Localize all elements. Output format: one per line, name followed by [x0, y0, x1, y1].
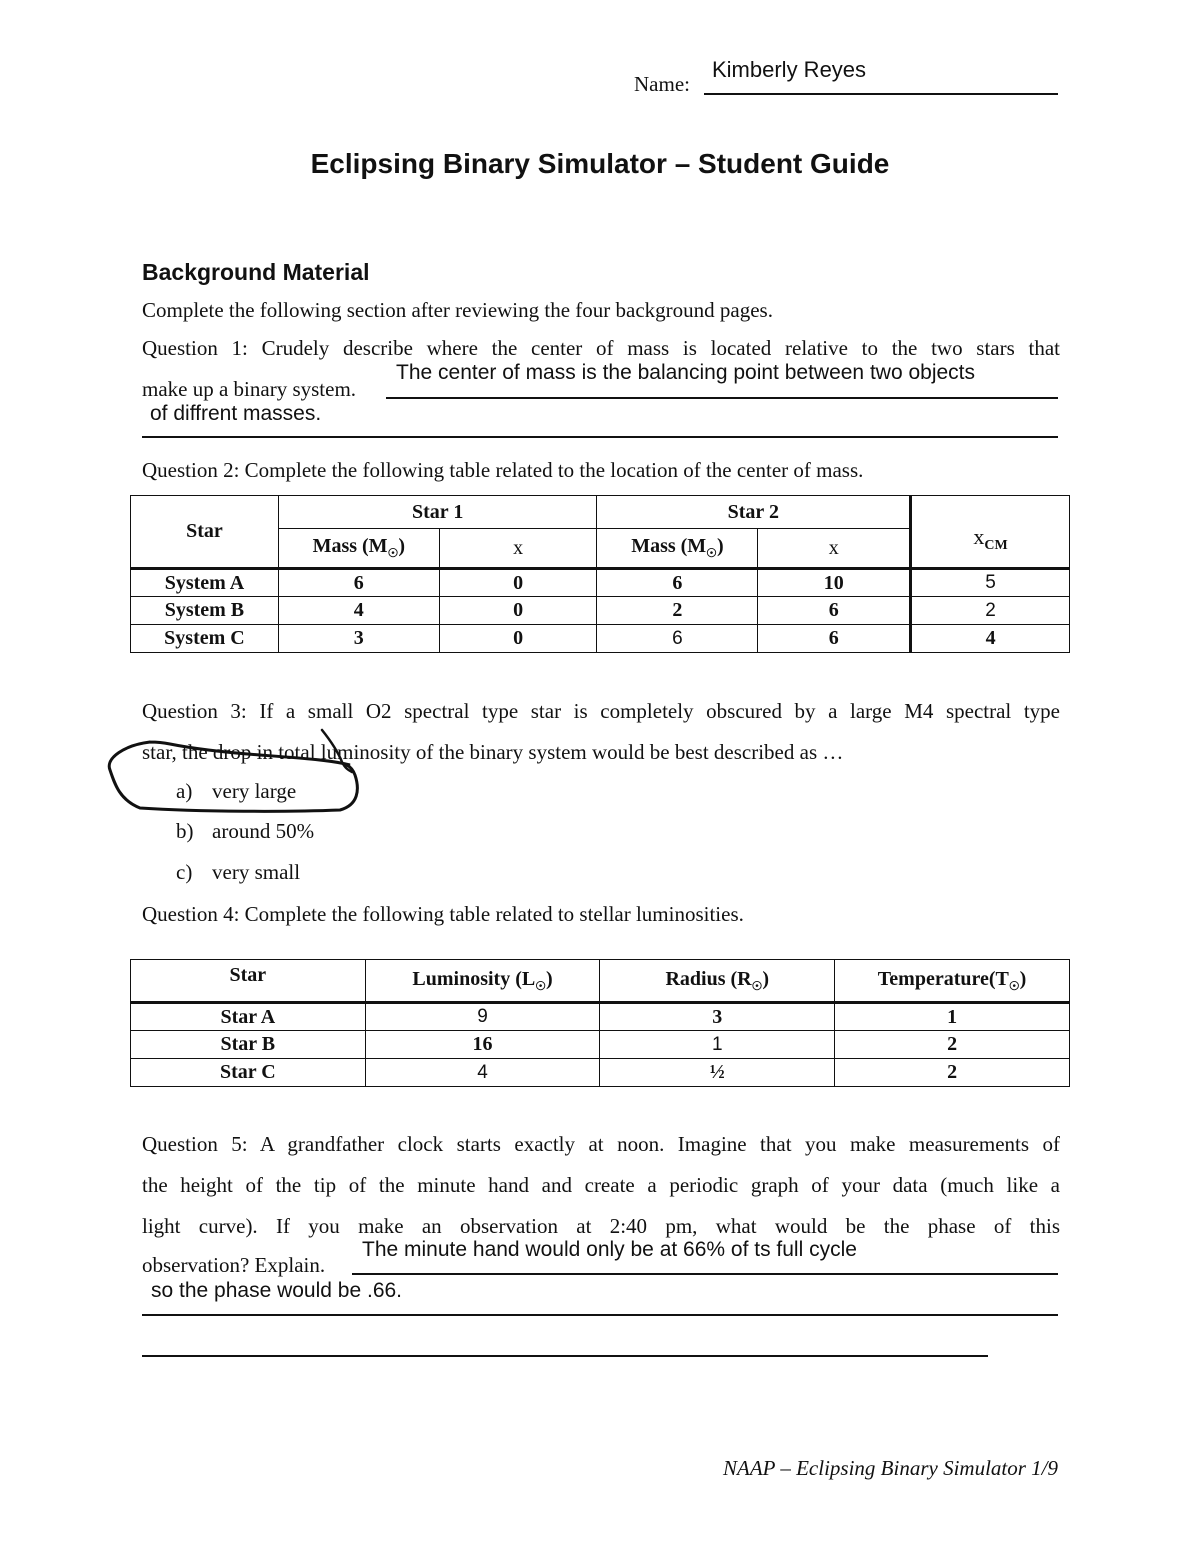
cm-row-label: System B [131, 597, 279, 625]
q1-answer-underline1 [386, 397, 1058, 399]
lum-cell-radius[interactable]: 3 [600, 1003, 835, 1031]
cm-header-mass2: Mass $(M_☉)$ [597, 529, 758, 569]
lum-cell-temperature[interactable]: 2 [835, 1031, 1070, 1059]
cm-cell-m1[interactable]: 3 [278, 625, 439, 653]
lum-cell-temperature[interactable]: 1 [835, 1003, 1070, 1031]
section-intro: Complete the following section after reviewing the four background pages. [142, 298, 773, 322]
name-underline [704, 93, 1058, 95]
table-row [131, 597, 1070, 625]
q1-line1: Question 1: Crudely describe where the center of mass is located relative to the two stars that [142, 336, 1060, 360]
lum-row-label: Star A [131, 1003, 366, 1031]
cm-header-xcm: $x_{CM}$ [911, 496, 1070, 569]
section-heading: Background Material [142, 259, 370, 285]
lum-cell-temperature[interactable]: 2 [835, 1059, 1070, 1087]
cm-cell-x1[interactable]: 0 [439, 597, 597, 625]
cm-header-star: Star [131, 496, 279, 569]
lum-header-star: Star [131, 960, 366, 1003]
lum-header-luminosity: Luminosity $(L_☉)$ [365, 960, 600, 1003]
cm-cell-x2[interactable]: 6 [758, 597, 911, 625]
cm-cell-x1[interactable]: 0 [439, 569, 597, 597]
cm-cell-x2[interactable]: 6 [758, 625, 911, 653]
cm-cell-xcm[interactable]: 2 [911, 597, 1070, 625]
cm-cell-m2[interactable]: 6 [597, 625, 758, 653]
q5-answer-line1[interactable]: The minute hand would only be at 66% of ts full cycle [362, 1238, 857, 1261]
luminosity-table [130, 959, 1070, 1087]
q1-answer-line2[interactable]: of diffrent masses. [150, 402, 322, 425]
lum-header-temperature: $Temperature(T_☉)$ [835, 960, 1070, 1003]
cm-header-star1: Star 1 [278, 496, 597, 529]
q3-line2: star, the drop in total luminosity of the binary system would be best described as … [142, 740, 844, 764]
q5-line3: light curve). If you make an observation at 2:40 pm, what would be the phase of this [142, 1214, 1060, 1238]
lum-header-radius: Radius $(R_☉)$ [600, 960, 835, 1003]
cm-cell-m2[interactable]: 2 [597, 597, 758, 625]
cm-header-x1: x [439, 529, 597, 569]
q5-answer-line2[interactable]: so the phase would be .66. [151, 1279, 403, 1302]
q1-line2: make up a binary system. [142, 377, 357, 401]
table-row [131, 1031, 1070, 1059]
cm-cell-x1[interactable]: 0 [439, 625, 597, 653]
q4-text: Question 4: Complete the following table related to stellar luminosities. [142, 902, 744, 926]
q1-answer-underline2 [142, 436, 1058, 438]
cm-header-star2: Star 2 [597, 496, 911, 529]
cm-cell-m2[interactable]: 6 [597, 569, 758, 597]
q3-option-b[interactable]: b) around 50% [176, 819, 315, 843]
q5-line1: Question 5: A grandfather clock starts exactly at noon. Imagine that you make measurements of [142, 1132, 1060, 1156]
cm-header-mass1: Mass $(M_☉)$ [278, 529, 439, 569]
lum-cell-luminosity[interactable]: 9 [365, 1003, 600, 1031]
lum-row-label: Star C [131, 1059, 366, 1087]
table-row [131, 1059, 1070, 1087]
cm-row-label: System A [131, 569, 279, 597]
cm-header-x2: x [758, 529, 911, 569]
cm-cell-x2[interactable]: 10 [758, 569, 911, 597]
q5-answer-underline2 [142, 1314, 1058, 1316]
cm-cell-xcm[interactable]: 5 [911, 569, 1070, 597]
q3-option-c[interactable]: c) very small [176, 860, 301, 884]
page-footer: NAAP – Eclipsing Binary Simulator 1/9 [722, 1456, 1058, 1480]
cm-row-label: System C [131, 625, 279, 653]
cm-cell-m1[interactable]: 6 [278, 569, 439, 597]
name-label: Name: [634, 72, 690, 96]
lum-cell-luminosity[interactable]: 4 [365, 1059, 600, 1087]
lum-cell-radius[interactable]: 1 [600, 1031, 835, 1059]
table-row [131, 569, 1070, 597]
q5-answer-underline1 [352, 1273, 1058, 1275]
page-title: Eclipsing Binary Simulator – Student Guide [310, 148, 890, 179]
cm-cell-m1[interactable]: 4 [278, 597, 439, 625]
table-row [131, 1003, 1070, 1031]
lum-cell-radius[interactable]: ½ [600, 1059, 835, 1087]
cm-cell-xcm[interactable]: 4 [911, 625, 1070, 653]
q5-line4: observation? Explain. [142, 1253, 326, 1277]
center-of-mass-table [130, 495, 1070, 653]
name-value[interactable]: Kimberly Reyes [712, 57, 867, 82]
q1-answer-line1[interactable]: The center of mass is the balancing point between two objects [396, 361, 975, 384]
lum-row-label: Star B [131, 1031, 366, 1059]
q5-line2: the height of the tip of the minute hand and create a periodic graph of your data (much like a [142, 1173, 1060, 1197]
lum-cell-luminosity[interactable]: 16 [365, 1031, 600, 1059]
q3-line1: Question 3: If a small O2 spectral type star is completely obscured by a large M4 spectral type [142, 699, 1060, 723]
q2-text: Question 2: Complete the following table related to the location of the center of mass. [142, 458, 864, 482]
q3-option-a[interactable]: a) very large [176, 779, 297, 803]
q5-answer-underline3 [142, 1355, 988, 1357]
table-row [131, 625, 1070, 653]
